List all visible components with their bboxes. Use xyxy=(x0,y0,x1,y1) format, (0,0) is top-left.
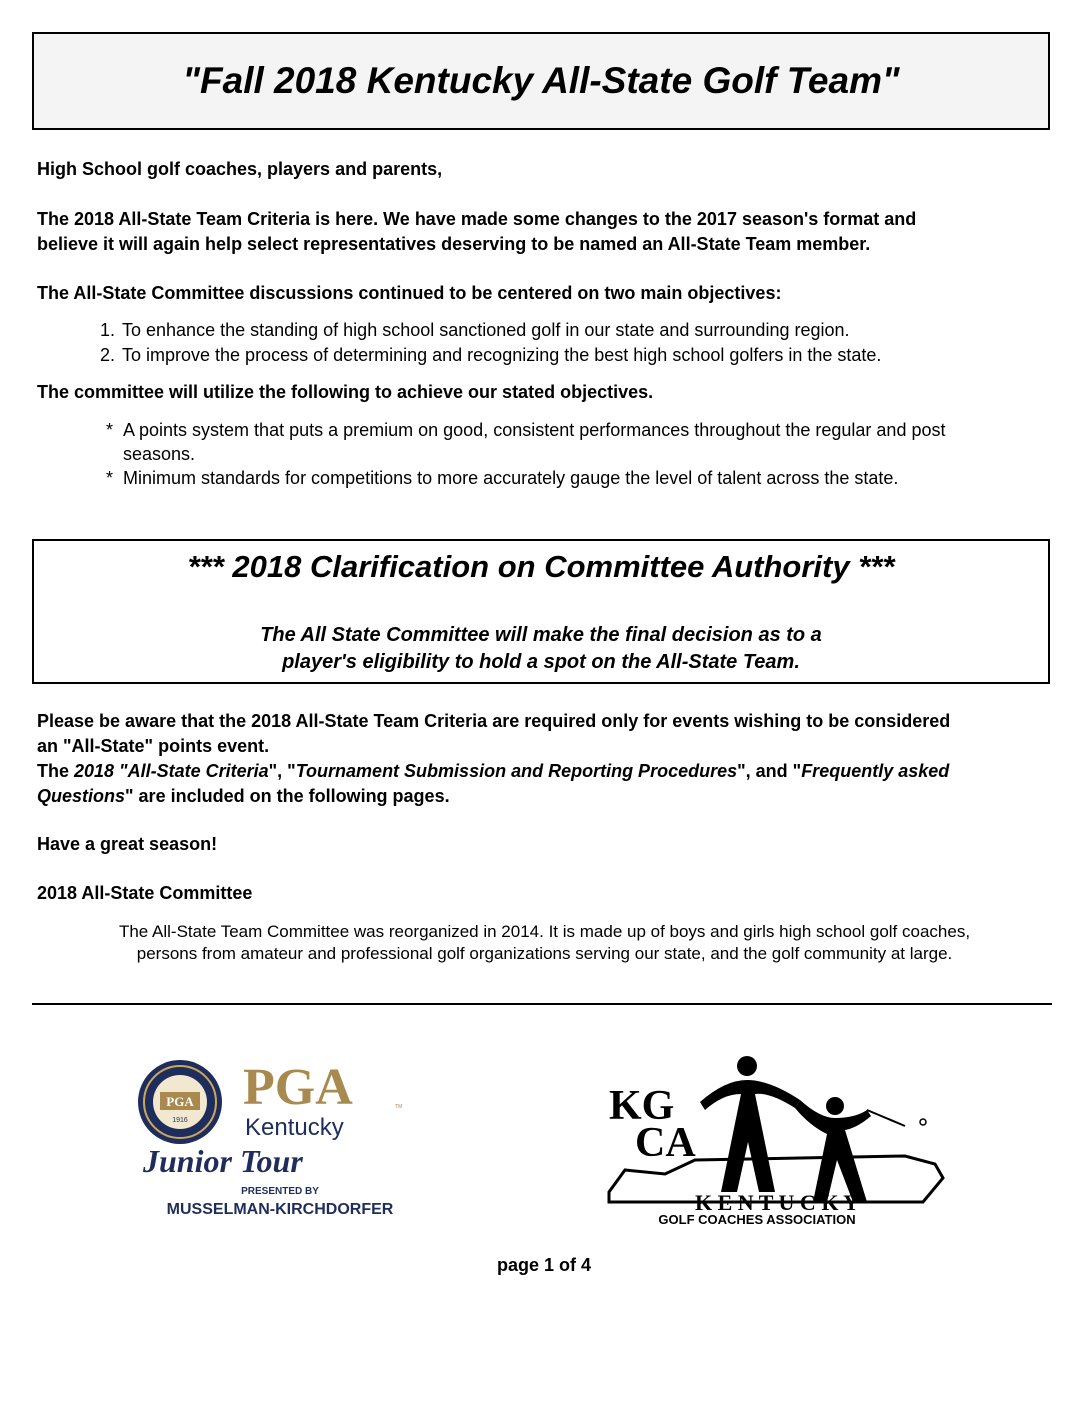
documents-line-1 xyxy=(37,759,1052,784)
method-item xyxy=(106,418,1050,466)
pga-wordmark: PGA xyxy=(243,1060,353,1116)
clarification-heading: *** 2018 Clarification on Committee Authority *** xyxy=(187,549,895,584)
pga-junior-tour-logo xyxy=(135,1060,425,1220)
documents-separator: ", " xyxy=(268,761,296,781)
presented-by: PRESENTED BY xyxy=(241,1186,319,1197)
method-text: Minimum standards for competitions to more accurately gauge the level of talent across the state. xyxy=(123,468,899,488)
page-title: "Fall 2018 Kentucky All-State Golf Team" xyxy=(182,60,900,101)
clarification-box xyxy=(32,539,1050,684)
note-line-1: The All-State Team Committee was reorganized in 2014. It is made up of boys and girls high school golf coaches, xyxy=(118,922,971,941)
objective-item xyxy=(100,343,1050,368)
pga-seal xyxy=(138,1060,222,1144)
objective-text: To improve the process of determining and recognizing the best high school golfers in the state. xyxy=(122,345,882,365)
objectives-heading: The All-State Committee discussions continued to be centered on two main objectives: xyxy=(37,283,782,303)
objective-text: To enhance the standing of high school sanctioned golf in our state and surrounding region. xyxy=(122,320,850,340)
signature: 2018 All-State Committee xyxy=(37,883,253,903)
objective-number: 1. xyxy=(100,320,116,340)
doc-all-state-criteria: 2018 "All-State Criteria xyxy=(74,761,269,781)
trademark-mark: TM xyxy=(395,1104,403,1110)
seal-year: 1916 xyxy=(172,1117,188,1124)
closing-line: Have a great season! xyxy=(37,834,218,854)
documents-separator: ", and " xyxy=(737,761,802,781)
documents-line-2 xyxy=(37,784,1052,809)
bullet-star: * xyxy=(106,468,114,488)
utilize-heading: The committee will utilize the following to achieve our stated objectives. xyxy=(37,382,654,402)
doc-faq-part-2: Questions xyxy=(37,786,126,806)
kgca-kentucky: K E N T U C K Y xyxy=(694,1190,860,1215)
kgca-ca: CA xyxy=(635,1120,696,1166)
kgca-name: GOLF COACHES ASSOCIATION xyxy=(658,1212,856,1227)
clarification-line-2: player's eligibility to hold a spot on the All-State Team. xyxy=(282,651,800,673)
doc-faq-part-1: Frequently asked xyxy=(801,761,950,781)
methods-list xyxy=(106,418,1050,490)
junior-tour: Junior Tour xyxy=(143,1143,303,1179)
method-text-line-2: seasons. xyxy=(123,444,196,464)
aware-paragraph xyxy=(37,709,1052,809)
page-number: page 1 of 4 xyxy=(496,1255,592,1275)
kgca-logo xyxy=(605,1052,950,1227)
intro-line-1: The 2018 All-State Team Criteria is here. We have made some changes to the 2017 season's format and xyxy=(37,209,917,229)
pga-kentucky: Kentucky xyxy=(245,1114,344,1141)
sponsor-name: MUSSELMAN-KIRCHDORFER xyxy=(166,1201,394,1218)
bullet-star: * xyxy=(106,420,114,440)
committee-note xyxy=(37,921,1052,965)
objectives-list xyxy=(100,318,1050,368)
intro-line-2: believe it will again help select representatives deserving to be named an All-State Team member. xyxy=(37,234,871,254)
kgca-kg: KG xyxy=(609,1083,675,1129)
documents-suffix: " are included on the following pages. xyxy=(125,786,450,806)
aware-line-1: Please be aware that the 2018 All-State Team Criteria are required only for events wishing to be considered xyxy=(37,711,951,731)
greeting: High School golf coaches, players and parents, xyxy=(37,159,443,179)
documents-prefix: The xyxy=(37,761,75,781)
objective-number: 2. xyxy=(100,345,116,365)
divider-rule xyxy=(32,1003,1052,1005)
intro-paragraph xyxy=(37,207,1052,257)
golfer-figures-icon xyxy=(700,1056,926,1202)
clarification-body xyxy=(34,622,1048,676)
seal-pga-text: PGA xyxy=(166,1094,194,1109)
method-text-line-1: A points system that puts a premium on good, consistent performances throughout the regular and post xyxy=(123,420,946,440)
objective-item xyxy=(100,318,1050,343)
clarification-line-1: The All State Committee will make the final decision as to a xyxy=(260,624,822,646)
aware-line-2: an "All-State" points event. xyxy=(37,736,270,756)
note-line-2: persons from amateur and professional golf organizations serving our state, and the golf community at large. xyxy=(136,944,953,963)
method-item xyxy=(106,466,1050,490)
doc-submission-procedures: Tournament Submission and Reporting Procedures xyxy=(295,761,738,781)
title-box xyxy=(32,32,1050,130)
